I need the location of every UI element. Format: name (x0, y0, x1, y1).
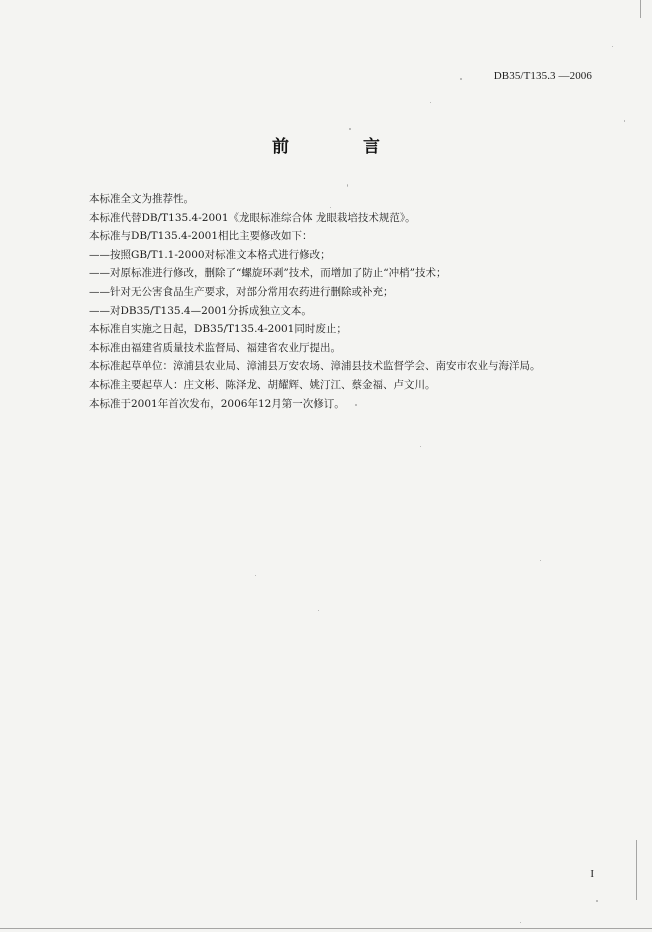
foreword-line: 本标准全文为推荐性。 (89, 193, 194, 205)
foreword-line: 本标准主要起草人：庄文彬、陈泽龙、胡耀辉、姚汀江、蔡金福、卢文川。 (89, 378, 436, 391)
foreword-body (89, 190, 629, 413)
scan-speck (349, 128, 351, 130)
scan-speck (540, 560, 541, 561)
foreword-line: ——按照GB/T1.1-2000对标准文本格式进行修改； (89, 248, 331, 261)
scan-speck (330, 207, 331, 208)
scan-speck (355, 404, 357, 406)
foreword-line: 本标准自实施之日起，DB35/T135.4-2001同时废止； (89, 323, 347, 336)
scan-speck (430, 102, 431, 103)
foreword-line: ——对原标准进行修改，删除了“螺旋环剥”技术，而增加了防止“冲梢”技术； (89, 267, 447, 280)
foreword-line: 本标准与DB/T135.4-2001相比主要修改如下： (89, 230, 313, 243)
scan-speck (255, 575, 256, 576)
scan-edge-mark (0, 928, 652, 929)
foreword-line: 本标准代替DB/T135.4-2001《龙眼标准综合体 龙眼栽培技术规范》。 (89, 211, 416, 224)
scan-speck (624, 120, 625, 122)
scan-speck (318, 610, 319, 611)
standard-code: DB35/T135.3 —2006 (493, 70, 592, 82)
scan-speck (612, 46, 613, 47)
scan-speck (520, 922, 521, 923)
foreword-line: 本标准由福建省质量技术监督局、福建省农业厅提出。 (89, 341, 341, 354)
scan-edge-mark (636, 840, 637, 900)
page-number: I (590, 868, 594, 880)
foreword-line: ——针对无公害食品生产要求，对部分常用农药进行删除或补充； (89, 285, 394, 298)
foreword-line: 本标准于2001年首次发布，2006年12月第一次修订。 (89, 397, 345, 410)
scan-speck (460, 78, 462, 80)
scan-speck (596, 900, 598, 902)
scan-speck (347, 184, 348, 187)
scan-edge-mark (640, 0, 641, 18)
scan-speck (420, 446, 421, 447)
page-title: 前 言 (272, 137, 414, 157)
foreword-line: 本标准起草单位：漳浦县农业局、漳浦县万安农场、漳浦县技术监督学会、南安市农业与海洋局。 (89, 360, 541, 373)
foreword-line: ——对DB35/T135.4—2001分拆成独立文本。 (89, 304, 312, 317)
